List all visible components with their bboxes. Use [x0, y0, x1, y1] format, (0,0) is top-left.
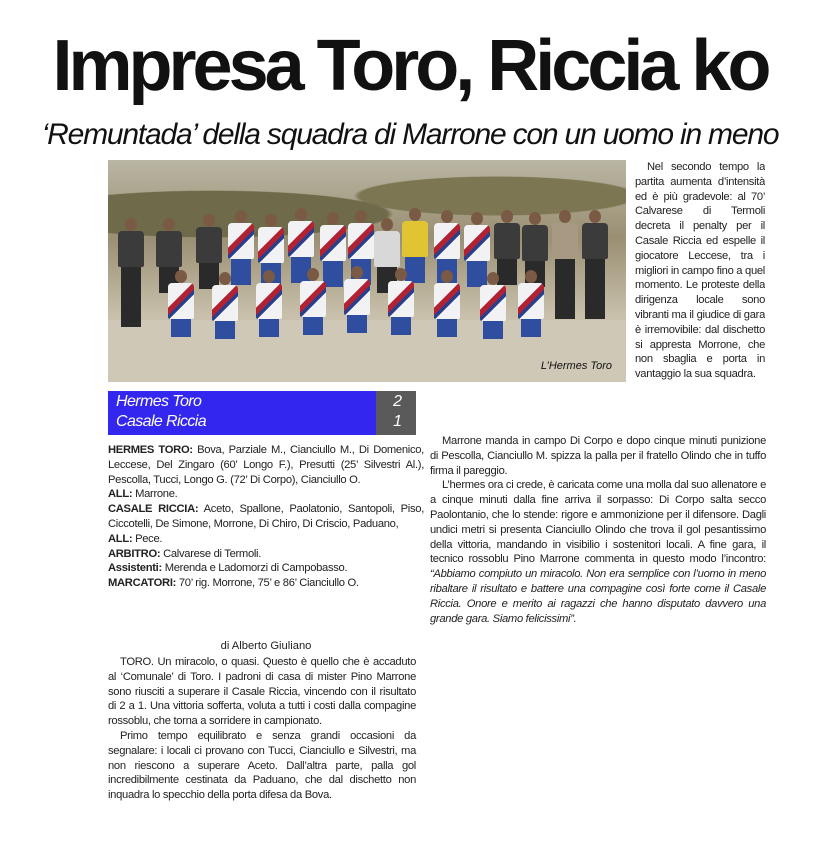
score-box — [108, 391, 416, 435]
photo-person — [518, 270, 544, 337]
photo-person — [344, 266, 370, 333]
home-goals: 2 — [393, 393, 402, 410]
photo-person — [480, 272, 506, 339]
away-goals: 1 — [393, 413, 402, 430]
casale-label: CASALE RICCIA: — [108, 503, 199, 516]
all-label: ALL: — [108, 488, 133, 501]
lineups — [108, 443, 424, 591]
marcatori-label: MARCATORI: — [108, 577, 177, 590]
lineup-coach-casale — [108, 532, 424, 547]
marcatori-value: 70’ rig. Morrone, 75’ e 86’ Cianciullo O. — [176, 577, 359, 590]
photo-person — [434, 270, 460, 337]
photo-person — [168, 270, 194, 337]
hermes-players: Bova, Parziale M., Cianciullo M., Di Domenico, Leccese, Del Zingaro (60’ Longo F.), Presutti (25’ Silvestri Al.), Pescolla, Tucci, Longo G. (72’ Di Corpo), Cianciullo O. — [108, 444, 424, 486]
assistenti-value: Merenda e Ladomorzi di Campobasso. — [161, 562, 348, 575]
casale-players: Aceto, Spallone, Paolatonio, Santopoli, Piso, Ciccotelli, De Simone, Morrone, Di Chiro, Di Criscio, Paduano, — [108, 503, 424, 530]
home-team-name: Hermes Toro — [116, 393, 202, 410]
team-photo — [108, 160, 626, 382]
lineup-coach-hermes — [108, 487, 424, 502]
photo-person — [582, 210, 608, 319]
away-team-name: Casale Riccia — [116, 413, 207, 430]
article-column-middle — [430, 386, 766, 626]
arbitro-label: ARBITRO: — [108, 547, 161, 560]
referee — [108, 547, 424, 562]
all-value: Pece. — [132, 532, 163, 545]
article-column-left — [108, 655, 416, 803]
article-column-right — [635, 160, 765, 386]
article-paragraph-2: Primo tempo equilibrato e senza grandi occasioni da segnalare: i locali ci provano con Tucci, Cianciullo e Silvestri, ma non riescono a superare Aceto. Dall’altra parte, palla gol incredibilmente cestinata da Paduano, che dal dischetto non inquadra lo specchio della porta difesa da Bova. — [108, 729, 416, 802]
photo-person — [256, 270, 282, 337]
byline: di Alberto Giuliano — [220, 640, 312, 652]
lineup-hermes — [108, 443, 424, 487]
photo-person — [212, 272, 238, 339]
arbitro-value: Calvarese di Termoli. — [160, 547, 262, 560]
article-paragraph-4: Marrone manda in campo Di Corpo e dopo cinque minuti punizione di Pescolla, Cianciullo M. spizza la palla per il fratello Olindo che in tuffo firma il pareggio. — [430, 435, 766, 477]
photo-caption: L’Hermes Toro — [540, 360, 612, 372]
subheadline: ‘Remuntada’ della squadra di Marrone con un uomo in meno — [41, 118, 779, 151]
photo-person — [300, 268, 326, 335]
hermes-label: HERMES TORO: — [108, 444, 193, 456]
photo-person — [388, 268, 414, 335]
article-paragraph-5 — [430, 478, 766, 626]
photo-person — [118, 218, 144, 327]
article-paragraph-1: TORO. Un miracolo, o quasi. Questo è quello che è accaduto al ‘Comunale’ di Toro. I padroni di casa di mister Pino Marrone sono riusciti a superare il Casale Riccia, vincendo con il risultato di 2 a 1. Una vittoria sofferta, voluta a tutti i costi dalla compagine rossoblu, che torna a sorridere in campionato. — [108, 656, 416, 728]
article-paragraph-3: Nel secondo tempo la partita aumenta d’intensità ed è più gradevole: al 70’ Calvarese di Termoli decreta il penalty per il Casale Riccia ed espelle il giocatore Leccese, tra i migliori in campo fino a quel momento. Le proteste della dirigenza locale sono vibranti ma il giudice di gara è irremovibile: dal dischetto si appresta Morrone, che non sbaglia e porta in vantaggio la sua squadra. — [635, 161, 765, 381]
all-value: Marrone. — [132, 488, 178, 501]
assistenti-label: Assistenti: — [108, 562, 162, 575]
assistants — [108, 561, 424, 576]
all-label: ALL: — [108, 532, 133, 545]
scorers — [108, 576, 424, 591]
lineup-casale — [108, 502, 424, 532]
coach-quote: “Abbiamo compiuto un miracolo. Non era semplice con l’uomo in meno ribaltare il risultato e battere una compagine così forte come il Casale Riccia. Onore e merito ai ragazzi che hanno disputato davvero una grande gara. Siamo felicissimi”. — [430, 568, 766, 625]
photo-person — [552, 210, 578, 319]
article-paragraph-5-text: L’hermes ora ci crede, è caricata come una molla dal suo allenatore e a cinque minuti dalla fine arriva il sorpasso: Di Corpo salta secco Paolontanio, che lo stende: rigore e ammonizione per il difensore. Dagli undici metri si presenta Cianciullo Olindo che trova il gol pesantissimo della vittoria, mandando in visibilio i sostenitori locali. A fine gara, il tecnico rossoblu Pino Marrone commenta in questo modo l’incontro: — [430, 479, 766, 566]
headline: Impresa Toro, Riccia ko — [52, 26, 768, 106]
